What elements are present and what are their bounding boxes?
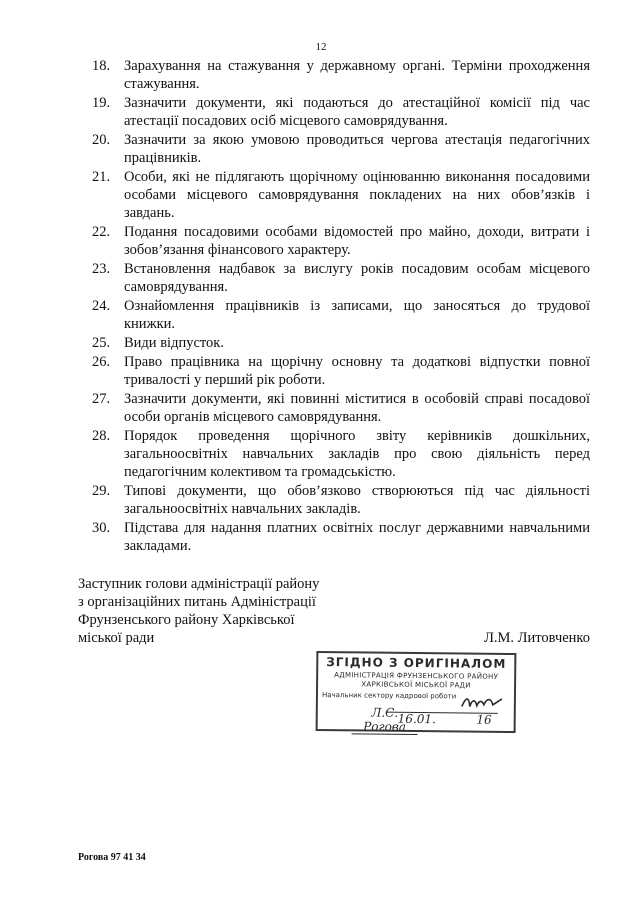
list-item-number: 27.: [92, 391, 111, 407]
list-item-number: 29.: [92, 483, 111, 499]
signer-title-line-1: Заступник голови адміністрації району: [78, 576, 320, 592]
list-item-text: Зазначити документи, які повинні міститися в особовій справі посадової особи органів місцевого самоврядування.: [124, 391, 590, 425]
signer-title-line-4: міської ради: [78, 630, 155, 646]
list-item: [92, 260, 590, 296]
list-item-number: 25.: [92, 335, 111, 351]
list-item-number: 26.: [92, 354, 111, 370]
stamp-role: Начальник сектору кадрової роботи: [321, 691, 457, 701]
list-item-text: Порядок проведення щорічного звіту керівників дошкільних, загальноосвітніх навчальних закладів про свою діяльність перед педагогічним колективом та громадськістю.: [124, 428, 590, 480]
list-item-number: 21.: [92, 169, 111, 185]
list-item-number: 20.: [92, 132, 111, 148]
stamp-organization-line-1: АДМІНІСТРАЦІЯ ФРУНЗЕНСЬКОГО РАЙОНУ: [334, 671, 499, 681]
list-item-text: Зарахування на стажування у державному органі. Терміни проходження стажування.: [124, 58, 590, 92]
list-item: [92, 334, 590, 352]
signer-title-line-3: Фрунзенського району Харківської: [78, 612, 295, 628]
list-item-number: 28.: [92, 428, 111, 444]
list-item: [92, 168, 590, 222]
page-number: 12: [315, 41, 327, 53]
list-item: [92, 427, 590, 481]
list-item-text: Ознайомлення працівників із записами, що заносяться до трудової книжки.: [124, 298, 590, 332]
stamp-date-day-month: 16.01.: [397, 711, 436, 727]
stamp-signature: [460, 694, 504, 713]
list-item: [92, 519, 590, 555]
list-item-number: 19.: [92, 95, 111, 111]
list-item: [92, 57, 590, 93]
list-item-text: Встановлення надбавок за вислугу років посадовим особам місцевого самоврядування.: [124, 261, 590, 295]
list-item: [92, 223, 590, 259]
list-item-number: 23.: [92, 261, 111, 277]
signer-name: Л.М. Литовченко: [484, 630, 590, 646]
list-item-text: Зазначити за якою умовою проводиться чергова атестація педагогічних працівників.: [124, 132, 590, 166]
list-item: [92, 482, 590, 518]
list-item: [92, 353, 590, 389]
footer-contact-note: Рогова 97 41 34: [78, 852, 146, 863]
list-item-text: Типові документи, що обов’язково створюються під час діяльності загальноосвітніх навчальних закладів.: [124, 483, 590, 517]
list-item: [92, 131, 590, 167]
list-item-text: Підстава для надання платних освітніх послуг державними навчальними закладами.: [124, 520, 590, 554]
signature-block: [78, 575, 598, 647]
list-item-text: Право працівника на щорічну основну та додаткові відпустки повної тривалості у перший рік роботи.: [124, 354, 590, 388]
list-item-text: Види відпусток.: [124, 335, 224, 351]
list-item-text: Зазначити документи, які подаються до атестаційної комісії під час атестації посадових осіб місцевого самоврядування.: [124, 95, 590, 129]
stamp-title: ЗГІДНО З ОРИГІНАЛОМ: [326, 655, 507, 671]
question-list: [92, 57, 590, 556]
list-item-text: Подання посадовими особами відомостей про майно, доходи, витрати і зобов’язання фінансового характеру.: [124, 224, 590, 258]
list-item: [92, 94, 590, 130]
list-item-number: 22.: [92, 224, 111, 240]
stamp-organization-line-2: ХАРКІВСЬКОЇ МІСЬКОЇ РАДИ: [361, 680, 471, 690]
list-item-number: 24.: [92, 298, 111, 314]
handwritten-signature-icon: [460, 694, 504, 710]
stamp-date-year: 16: [476, 712, 492, 727]
signer-title-line-2: з організаційних питань Адміністрації: [78, 594, 316, 610]
list-item-number: 18.: [92, 58, 111, 74]
copy-certification-stamp: [316, 651, 517, 733]
list-item: [92, 390, 590, 426]
stamp-date: [386, 711, 498, 727]
stamp-handwritten-name: Л.С. Рогова: [352, 705, 418, 735]
list-item-number: 30.: [92, 520, 111, 536]
list-item-text: Особи, які не підлягають щорічному оцінюванню виконання посадовими особами місцевого самоврядування покладених на них обов’язків і завдань.: [124, 169, 590, 221]
list-item: [92, 297, 590, 333]
